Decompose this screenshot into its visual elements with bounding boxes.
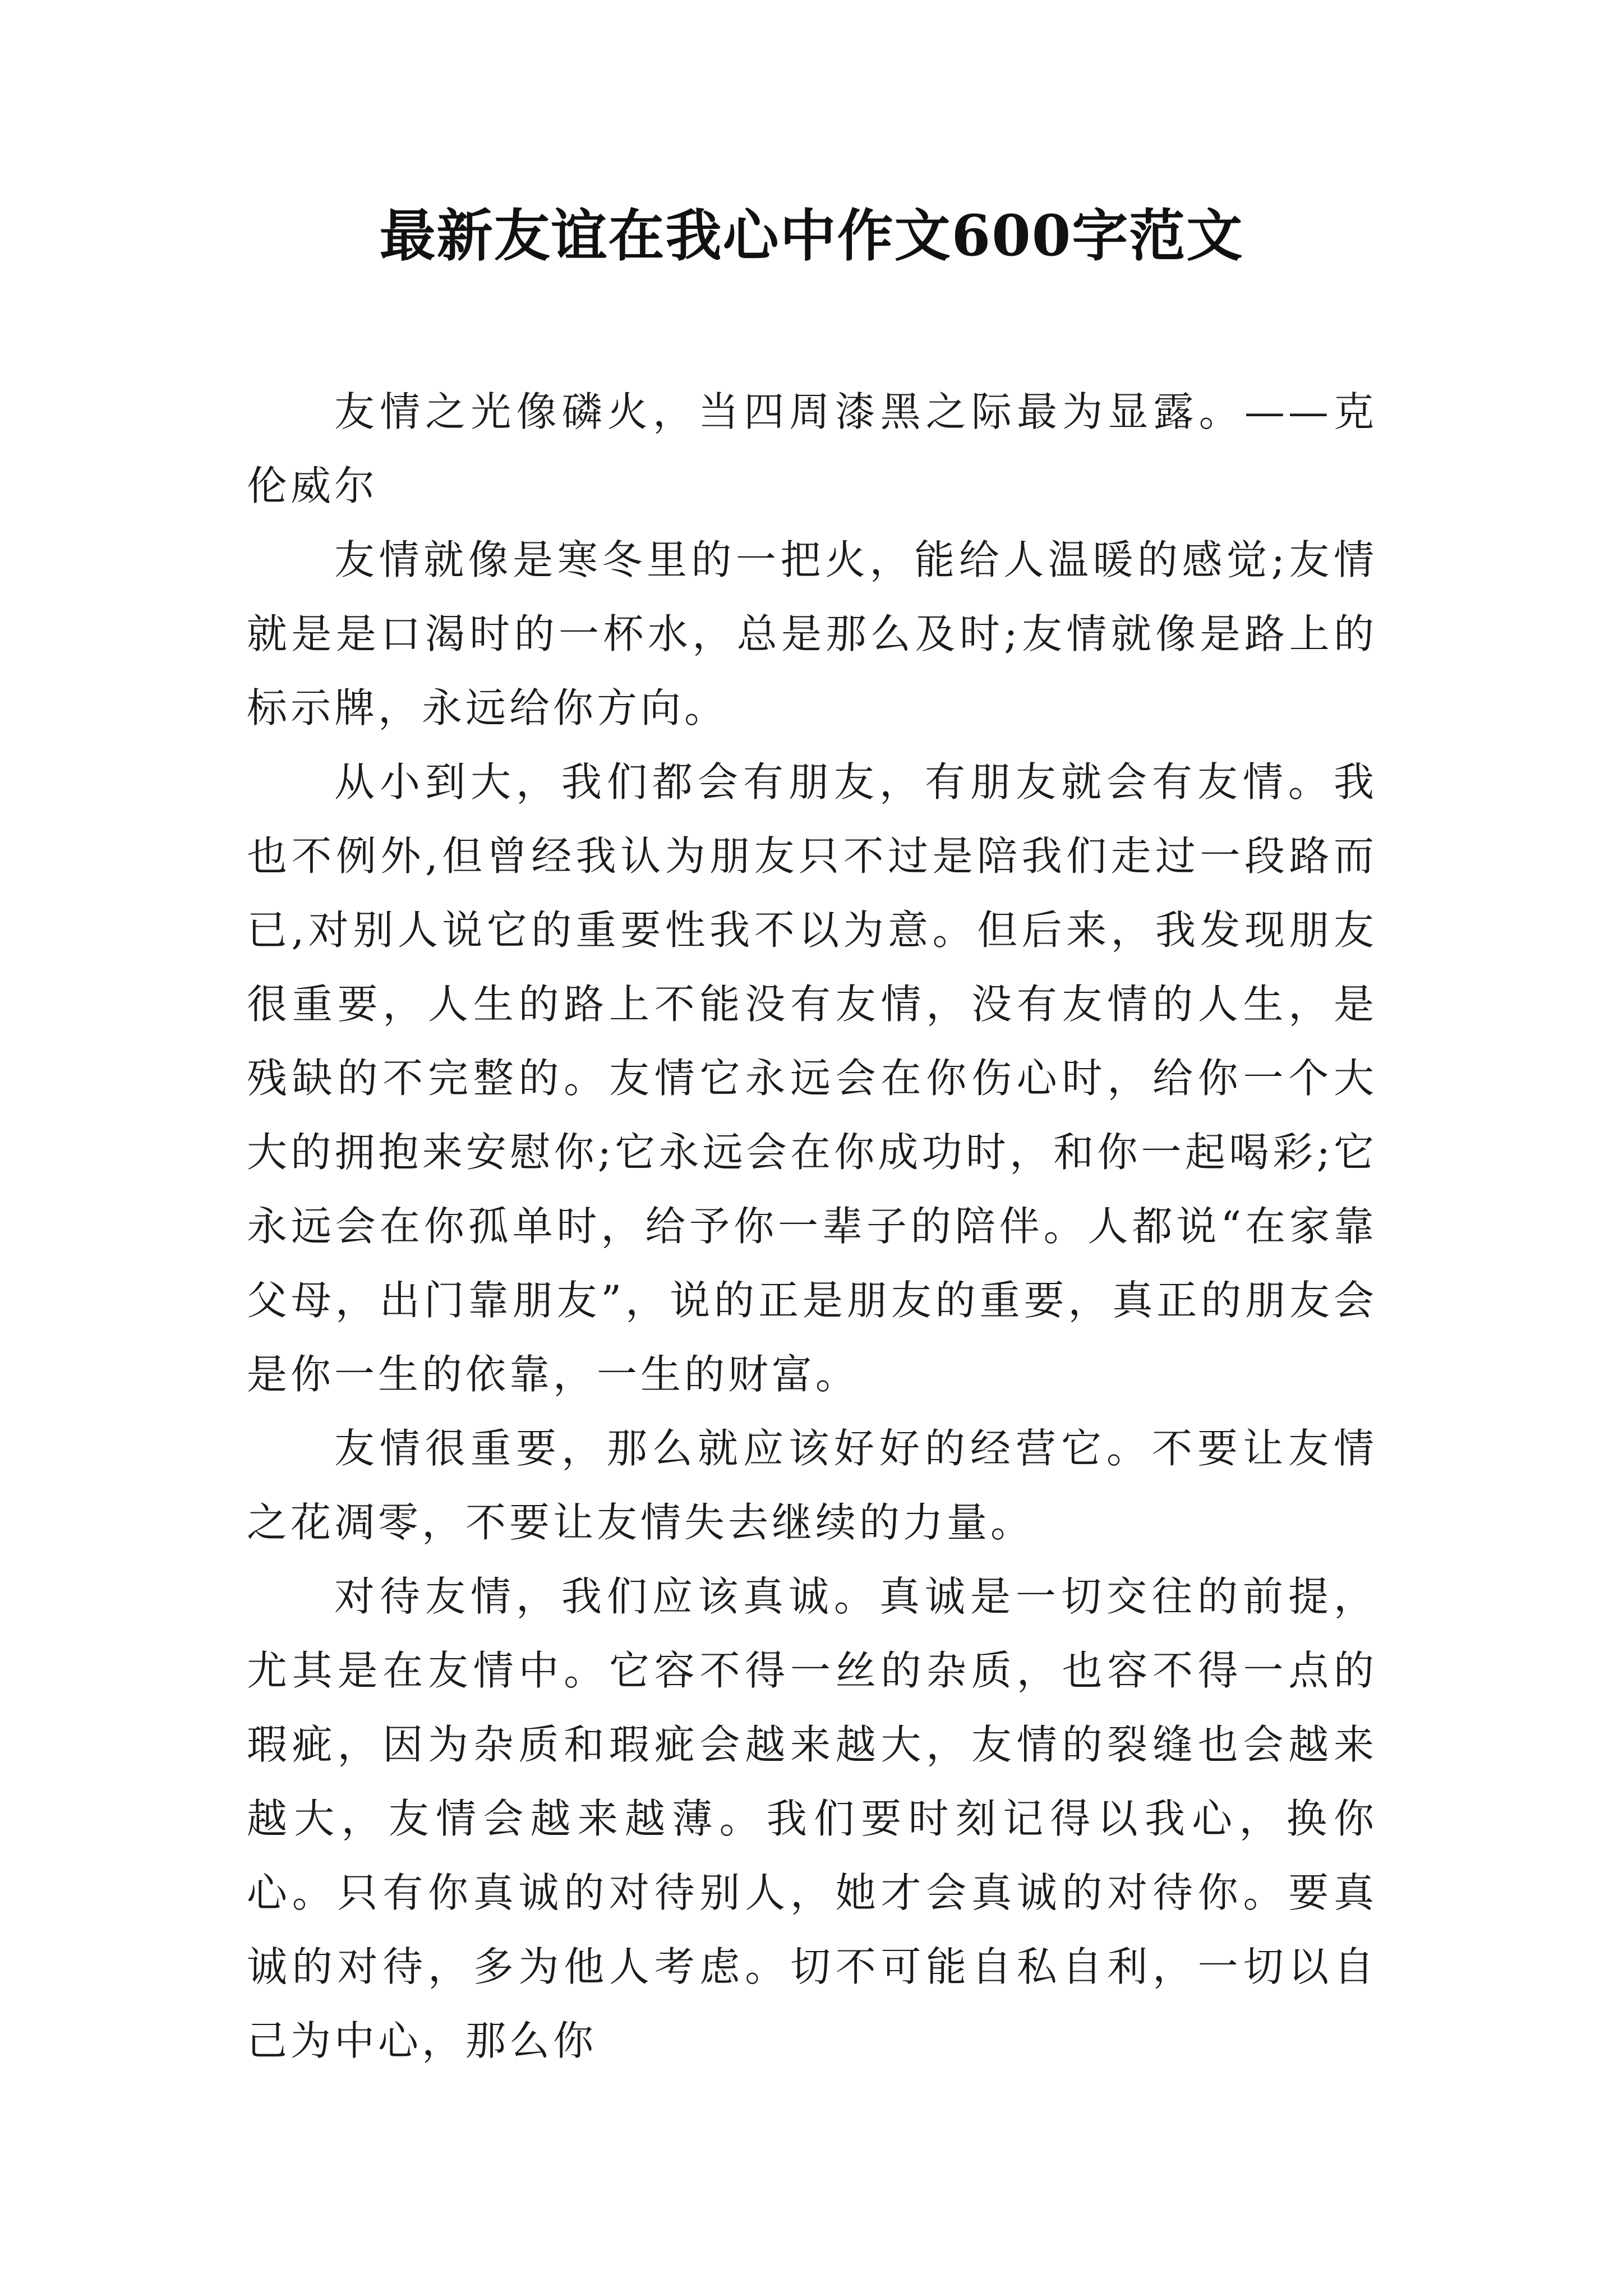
paragraph-1: 友情就像是寒冬里的一把火，能给人温暖的感觉;友情就是是口渴时的一杯水，总是那么及时;友情就像是路上的标示牌，永远给你方向。 <box>247 536 1377 731</box>
paragraph-2: 从小到大，我们都会有朋友，有朋友就会有友情。我也不例外,但曾经我认为朋友只不过是陪我们走过一段路而已,对别人说它的重要性我不以为意。但后来，我发现朋友很重要，人生的路上不能没有友情，没有友情的人生，是残缺的不完整的。友情它永远会在你伤心时，给你一个大大的拥抱来安慰你;它永远会在你成功时，和你一起喝彩;它永远会在你孤单时，给予你一辈子的陪伴。人都说“在家靠父母，出门靠朋友”，说的正是朋友的重要，真正的朋友会是你一生的依靠，一生的财富。 <box>247 758 1377 1398</box>
paragraph-quote: 友情之光像磷火，当四周漆黑之际最为显露。——克伦威尔 <box>247 388 1377 509</box>
document-body <box>247 375 1377 2078</box>
document-title: 最新友谊在我心中作文600字范文 <box>379 203 1244 269</box>
paragraph-4: 对待友情，我们应该真诚。真诚是一切交往的前提，尤其是在友情中。它容不得一丝的杂质，也容不得一点的瑕疵，因为杂质和瑕疵会越来越大，友情的裂缝也会越来越大，友情会越来越薄。我们要时刻记得以我心，换你心。只有你真诚的对待别人，她才会真诚的对待你。要真诚的对待，多为他人考虑。切不可能自私自利，一切以自己为中心，那么你 <box>247 1573 1377 2064</box>
paragraph-3: 友情很重要，那么就应该好好的经营它。不要让友情之花凋零，不要让友情失去继续的力量。 <box>247 1425 1377 1546</box>
